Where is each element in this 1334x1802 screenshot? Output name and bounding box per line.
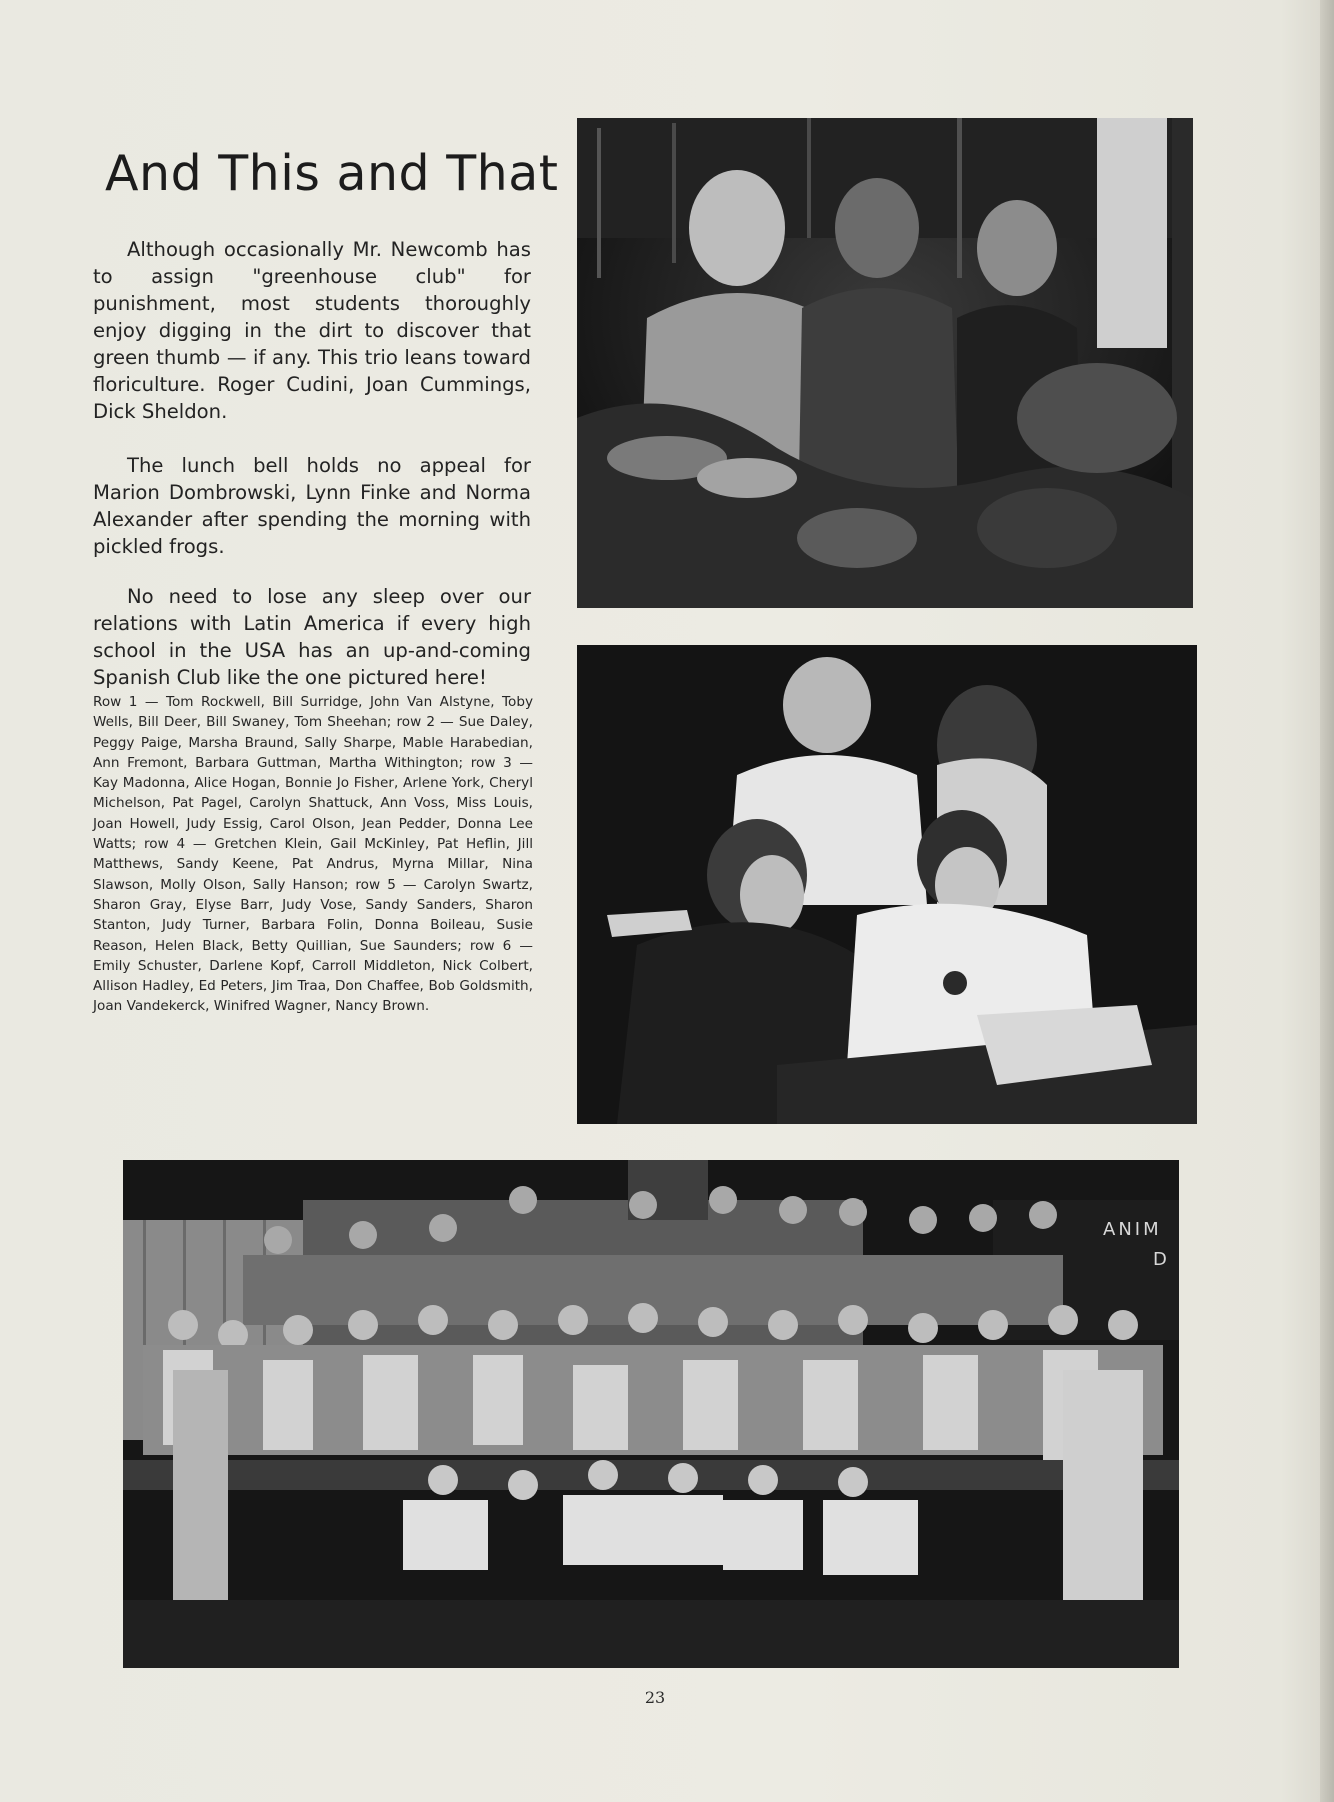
frogs-text: The lunch bell holds no appeal for Marion Dombrowski, Lynn Finke and Norma Alexander after spending the morning with pickled frogs.: [93, 454, 531, 558]
frog-dissection-photo-art: [577, 645, 1197, 1124]
spanish-club-group-photo: [123, 1160, 1179, 1668]
chalkboard-letter: D: [1153, 1249, 1167, 1270]
spanish-club-paragraph: [93, 583, 531, 691]
spanish-club-roster-caption: Row 1 — Tom Rockwell, Bill Surridge, John Van Alstyne, Toby Wells, Bill Deer, Bill Swaney, Tom Sheehan; row 2 — Sue Daley, Peggy Paige, Marsha Braund, Sally Sharpe, Mable Harabedian, Ann Fremont, Barbara Guttman, Martha Withington; row 3 — Kay Madonna, Alice Hogan, Bonnie Jo Fisher, Arlene York, Cheryl Michelson, Pat Pagel, Carolyn Shattuck, Ann Voss, Miss Louis, Joan Howell, Judy Essig, Carol Olson, Jean Pedder, Donna Lee Watts; row 4 — Gretchen Klein, Gail McKinley, Pat Heflin, Jill Matthews, Sandy Keene, Pat Andrus, Myrna Millar, Nina Slawson, Molly Olson, Sally Hanson; row 5 — Carolyn Swartz, Sharon Gray, Elyse Barr, Judy Vose, Sandy Sanders, Sharon Stanton, Judy Turner, Barbara Folin, Donna Boileau, Susie Reason, Helen Black, Betty Quillian, Sue Saunders; row 6 — Emily Schuster, Darlene Kopf, Carroll Middleton, Nick Colbert, Allison Hadley, Ed Peters, Jim Traa, Don Chaffee, Bob Goldsmith, Joan Vandekerck, Winifred Wagner, Nancy Brown.: [93, 694, 533, 1015]
spanish-club-text: No need to lose any sleep over our relations with Latin America if every high school in the USA has an up-and-coming Spanish Club like the one pictured here!: [93, 585, 531, 689]
chalkboard-word: ANIM: [1103, 1219, 1162, 1240]
greenhouse-photo: [577, 118, 1193, 608]
greenhouse-text: Although occasionally Mr. Newcomb has to assign "greenhouse club" for punishment, most students thoroughly enjoy digging in the dirt to discover that green thumb — if any. This trio leans toward floriculture. Roger Cudini, Joan Cummings, Dick Sheldon.: [93, 238, 531, 423]
spanish-club-group-photo-art: [123, 1160, 1179, 1668]
page-edge-shadow: [1320, 0, 1334, 1802]
greenhouse-photo-art: [577, 118, 1193, 608]
page-number: 23: [644, 1688, 666, 1707]
page-title: And This and That: [105, 144, 559, 202]
greenhouse-paragraph: [93, 236, 531, 425]
frogs-paragraph: [93, 452, 531, 560]
frog-dissection-photo: [577, 645, 1197, 1124]
